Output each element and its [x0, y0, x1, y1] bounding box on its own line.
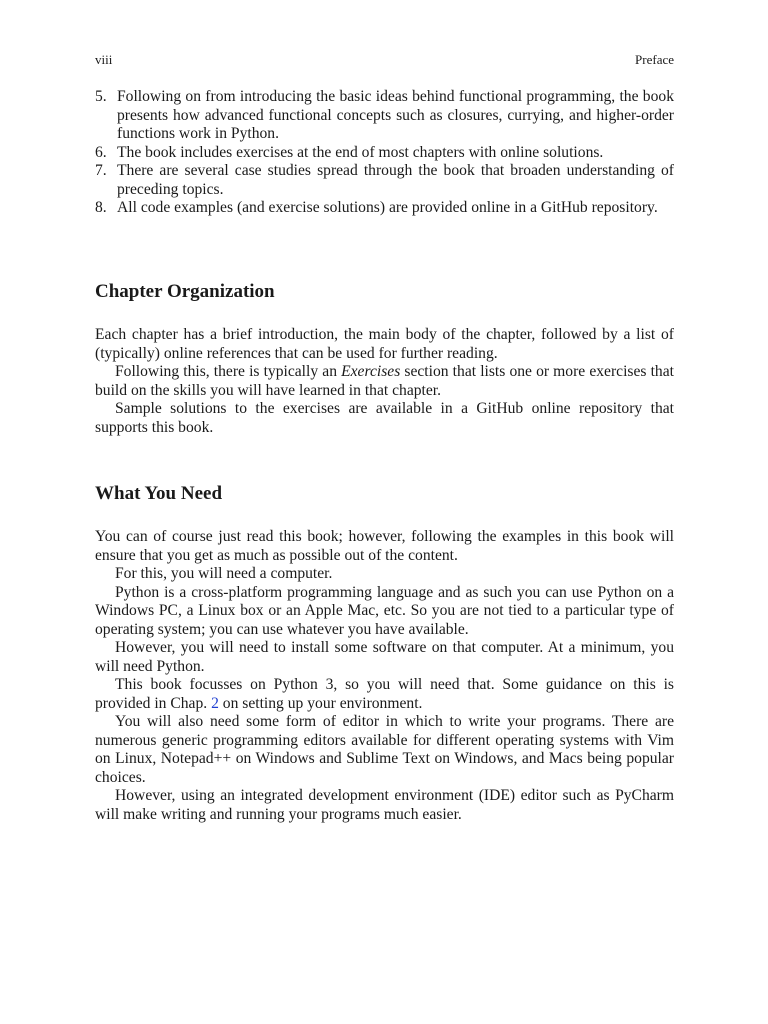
list-item-number: 8.	[95, 199, 107, 216]
section-heading-what-you-need: What You Need	[95, 483, 223, 504]
paragraph-text: section that lists one or more exercises that build on the skills you will have learned in that chapter.	[95, 363, 674, 399]
paragraph-text: Following this, there is typically an	[115, 363, 342, 380]
paragraph: You will also need some form of editor in which to write your programs. There are numerous generic programming editors available for different operating systems with Vim on Linux, Notepad++ on Windows and Sublime Text on Windows, and Macs being popular choices.	[95, 713, 674, 786]
paragraph: Each chapter has a brief introduction, the main body of the chapter, followed by a list of (typically) online references that can be used for further reading.	[95, 326, 674, 362]
paragraph: Sample solutions to the exercises are available in a GitHub online repository that supports this book.	[95, 400, 674, 436]
paragraph: For this, you will need a computer.	[115, 565, 333, 582]
paragraph	[95, 676, 674, 713]
list-item-number: 5.	[95, 88, 107, 105]
paragraph: Python is a cross-platform programming language and as such you can use Python on a Windows PC, a Linux box or an Apple Mac, etc. So you are not tied to a particular type of operating system; you can use whatever you have available.	[95, 583, 674, 638]
list-item-text: Following on from introducing the basic ideas behind functional programming, the book presents how advanced functional concepts such as closures, currying, and higher-order functions work in Python.	[117, 88, 674, 142]
paragraph	[95, 363, 674, 400]
paragraph-text: on setting up your environment.	[218, 694, 423, 712]
paragraph: However, you will need to install some software on that computer. At a minimum, you will need Python.	[95, 639, 674, 675]
section-heading-chapter-organization: Chapter Organization	[95, 281, 275, 302]
list-item	[95, 144, 674, 163]
section-chapter-organization	[95, 326, 674, 437]
features-list	[95, 88, 674, 218]
list-item-number: 7.	[95, 162, 107, 179]
page-number: viii	[95, 52, 113, 67]
list-item-text: The book includes exercises at the end of most chapters with online solutions.	[117, 143, 604, 161]
paragraph: You can of course just read this book; however, following the examples in this book will ensure that you get as much as possible out of the content.	[95, 528, 674, 564]
running-title: Preface	[635, 52, 674, 67]
section-what-you-need	[95, 528, 674, 824]
list-item-text: All code examples (and exercise solutions) are provided online in a GitHub repository.	[117, 199, 658, 216]
list-item	[95, 162, 674, 199]
list-item-text: There are several case studies spread through the book that broaden understanding of preceding topics.	[117, 162, 674, 198]
list-item-number: 6.	[95, 143, 107, 161]
list-item	[95, 199, 674, 218]
paragraph: However, using an integrated development environment (IDE) editor such as PyCharm will make writing and running your programs much easier.	[95, 787, 674, 823]
paragraph-text: This book focusses on Python 3, so you will need that. Some guidance on this is provided in Chap.	[95, 676, 674, 712]
list-item	[95, 88, 674, 144]
emphasis-exercises: Exercises	[341, 363, 401, 380]
chapter-link[interactable]: 2	[211, 694, 219, 712]
